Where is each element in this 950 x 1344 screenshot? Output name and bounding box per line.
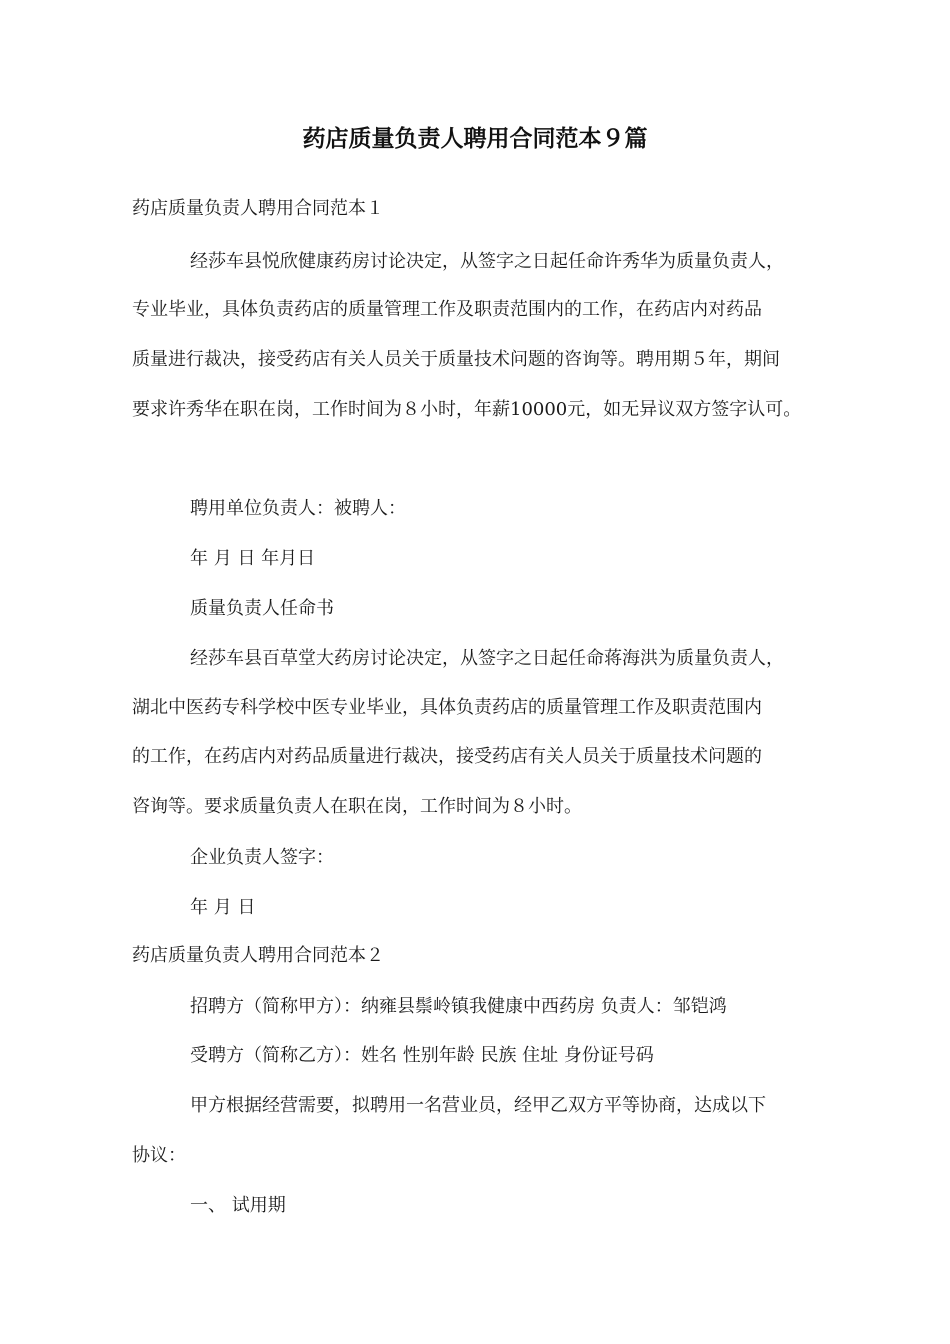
document-title: 药店质量负责人聘用合同范本９篇 [302, 126, 648, 152]
employee-line: 受聘方（简称乙方）：姓名 性别年龄 民族 住址 身份证号码 [190, 1045, 654, 1066]
subheading-appointment: 质量负责人任命书 [190, 598, 334, 619]
employer-line: 招聘方（简称甲方）：纳雍县鬃岭镇我健康中西药房 负责人：邹铠鸿 [190, 996, 727, 1017]
paragraph-line: 协议： [132, 1145, 186, 1166]
signature-line: 企业负责人签字： [190, 847, 334, 868]
paragraph-line: 咨询等。要求质量负责人在职在岗，工作时间为８小时。 [132, 796, 582, 817]
paragraph-line: 甲方根据经营需要，拟聘用一名营业员，经甲乙双方平等协商，达成以下 [190, 1095, 766, 1116]
section-heading-1: 药店质量负责人聘用合同范本１ [132, 198, 384, 219]
section-heading-2: 药店质量负责人聘用合同范本２ [132, 945, 384, 966]
paragraph-line: 湖北中医药专科学校中医专业毕业，具体负责药店的质量管理工作及职责范围内 [132, 697, 762, 718]
clause-heading: 一、 试用期 [190, 1195, 286, 1216]
paragraph-line: 质量进行裁决，接受药店有关人员关于质量技术问题的咨询等。聘用期５年，期间 [132, 349, 780, 370]
paragraph-line: 的工作，在药店内对药品质量进行裁决，接受药店有关人员关于质量技术问题的 [132, 746, 762, 767]
paragraph-line: 经莎车县悦欣健康药房讨论决定，从签字之日起任命许秀华为质量负责人， [190, 251, 784, 272]
paragraph-line: 专业毕业，具体负责药店的质量管理工作及职责范围内的工作，在药店内对药品 [132, 299, 762, 320]
paragraph-line: 要求许秀华在职在岗，工作时间为８小时，年薪10000元，如无异议双方签字认可。 [132, 399, 802, 420]
signature-line: 聘用单位负责人：被聘人： [190, 498, 406, 519]
paragraph-line: 经莎车县百草堂大药房讨论决定，从签字之日起任命蒋海洪为质量负责人， [190, 648, 784, 669]
date-line: 年 月 日 [190, 897, 256, 918]
date-line: 年 月 日 年月日 [190, 548, 316, 569]
